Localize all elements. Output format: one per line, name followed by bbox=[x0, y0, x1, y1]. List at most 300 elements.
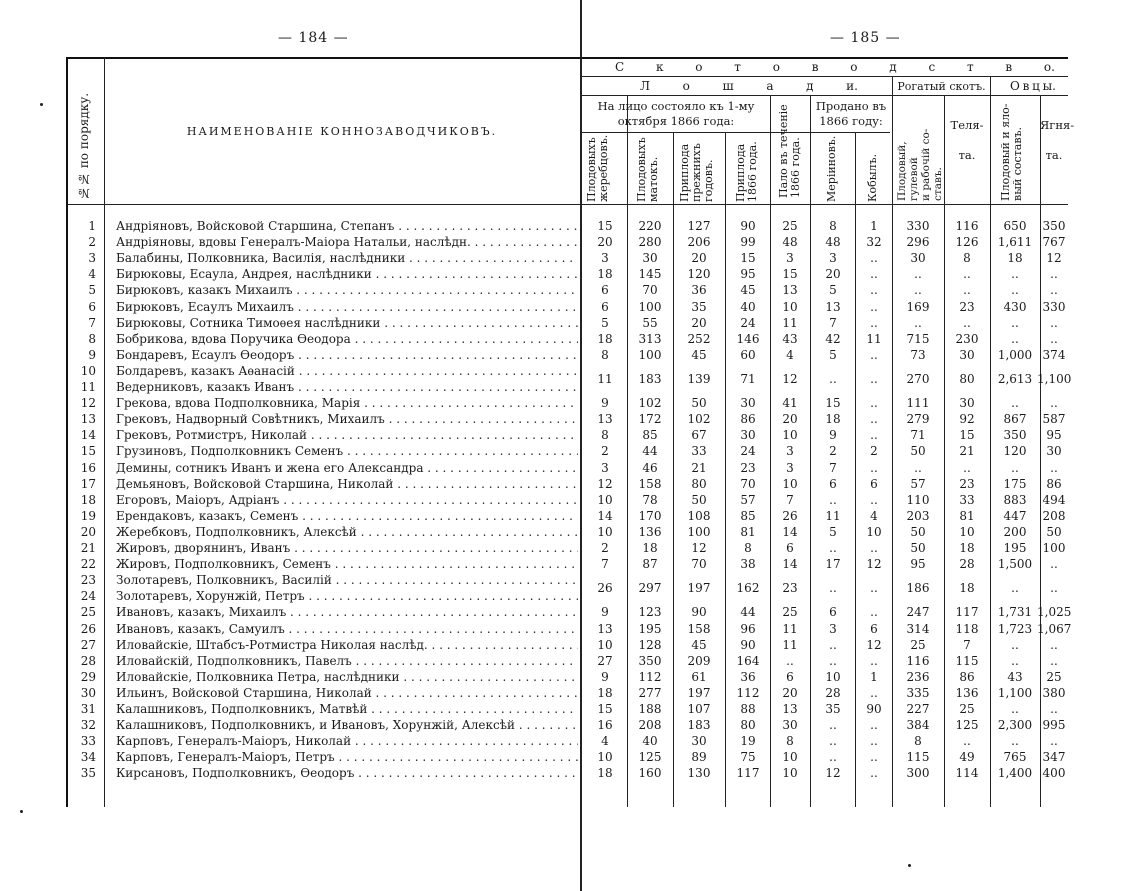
table-cell: 75 bbox=[740, 750, 756, 764]
table-cell: .. bbox=[829, 654, 837, 668]
table-cell: 85 bbox=[740, 509, 756, 523]
table-cell: 1,025 bbox=[1037, 605, 1072, 619]
breeder-name: Золотаревъ, Полковникъ, Василій . . . bbox=[116, 572, 578, 588]
breeder-name: Жеребковъ, Подполковникъ, Алексѣй . . . bbox=[116, 524, 578, 540]
table-cell: 9 bbox=[829, 428, 837, 442]
table-cell: 14 bbox=[782, 525, 798, 539]
table-cell: 23 bbox=[782, 581, 798, 595]
table-cell: .. bbox=[870, 412, 878, 426]
breeder-name: Жировъ, Подполковникъ, Семенъ . . . bbox=[116, 556, 578, 572]
table-cell: 186 bbox=[906, 581, 930, 595]
table-cell: 1 bbox=[870, 670, 878, 684]
row-number: 21 bbox=[80, 541, 96, 555]
table-cell: 115 bbox=[906, 750, 930, 764]
table-cell: 3 bbox=[601, 251, 609, 265]
header-col-foals-1866: Приплода 1866 года. bbox=[734, 141, 759, 202]
breeder-name: Бирюковъ, Есаулъ Михаилъ . . . bbox=[116, 299, 578, 315]
table-cell: .. bbox=[1011, 332, 1019, 346]
header-col-stallions: Плодовыхъ жеребцовъ. bbox=[585, 134, 610, 202]
table-cell: 335 bbox=[906, 686, 930, 700]
breeder-name: Ерендаковъ, казакъ, Семенъ . . . bbox=[116, 508, 578, 524]
table-cell: .. bbox=[1050, 638, 1058, 652]
table-cell: 57 bbox=[910, 477, 926, 491]
table-cell: .. bbox=[829, 372, 837, 386]
table-cell: 71 bbox=[910, 428, 926, 442]
table-cell: 23 bbox=[959, 477, 975, 491]
header-col-breeding-sheep: Плодовый и яло- вый составъ. bbox=[999, 103, 1024, 201]
table-cell: 100 bbox=[1042, 541, 1066, 555]
table-cell: 38 bbox=[740, 557, 756, 571]
table-cell: .. bbox=[914, 461, 922, 475]
table-cell: 296 bbox=[906, 235, 930, 249]
row-number: 34 bbox=[80, 750, 96, 764]
table-cell: 78 bbox=[642, 493, 658, 507]
table-cell: 92 bbox=[959, 412, 975, 426]
table-cell: 95 bbox=[1046, 428, 1062, 442]
header-sheep: О в ц ы. bbox=[1010, 79, 1056, 93]
table-cell: .. bbox=[870, 428, 878, 442]
table-cell: 80 bbox=[740, 718, 756, 732]
index-col-rule bbox=[104, 57, 105, 807]
table-cell: 494 bbox=[1042, 493, 1066, 507]
table-cell: 170 bbox=[638, 509, 662, 523]
table-cell: 30 bbox=[691, 734, 707, 748]
row-number: 29 bbox=[80, 670, 96, 684]
table-cell: .. bbox=[870, 348, 878, 362]
table-cell: .. bbox=[870, 251, 878, 265]
table-cell: 44 bbox=[740, 605, 756, 619]
row-number: 12 bbox=[80, 396, 96, 410]
table-cell: 89 bbox=[691, 750, 707, 764]
breeder-name: Грековъ, Ротмистръ, Николай . . . bbox=[116, 427, 578, 443]
table-cell: 587 bbox=[1042, 412, 1066, 426]
table-cell: 26 bbox=[782, 509, 798, 523]
table-cell: 18 bbox=[825, 412, 841, 426]
table-cell: 447 bbox=[1003, 509, 1027, 523]
table-cell: 95 bbox=[740, 267, 756, 281]
table-cell: 5 bbox=[829, 348, 837, 362]
table-cell: 11 bbox=[597, 372, 613, 386]
breeder-name: Болдаревъ, казакъ Аѳанасій . . . bbox=[116, 363, 578, 379]
table-cell: 715 bbox=[906, 332, 930, 346]
table-cell: 40 bbox=[740, 300, 756, 314]
table-cell: 28 bbox=[825, 686, 841, 700]
table-cell: 12 bbox=[597, 477, 613, 491]
table-cell: 3 bbox=[829, 622, 837, 636]
row-number: 9 bbox=[88, 348, 96, 362]
table-cell: 67 bbox=[691, 428, 707, 442]
table-cell: 48 bbox=[782, 235, 798, 249]
breeder-name: Калашниковъ, Подполковникъ, Матвѣй . . . bbox=[116, 701, 578, 717]
table-cell: 45 bbox=[740, 283, 756, 297]
table-cell: 10 bbox=[782, 750, 798, 764]
table-cell: 6 bbox=[870, 622, 878, 636]
table-cell: 35 bbox=[825, 702, 841, 716]
table-cell: 126 bbox=[955, 235, 979, 249]
header-name-column: НАИМЕНОВАНІЕ КОННОЗАВОДЧИКОВЪ. bbox=[186, 125, 498, 138]
table-cell: 12 bbox=[782, 372, 798, 386]
table-cell: 15 bbox=[959, 428, 975, 442]
row-number: 2 bbox=[88, 235, 96, 249]
col-rule-d bbox=[770, 95, 771, 807]
table-cell: 25 bbox=[782, 219, 798, 233]
header-col-mares-sold: Кобылъ. bbox=[866, 154, 879, 202]
table-cell: 10 bbox=[597, 638, 613, 652]
table-cell: 1,000 bbox=[997, 348, 1033, 362]
table-cell: 1,731 bbox=[997, 605, 1033, 619]
col-rule-a bbox=[627, 95, 628, 807]
table-cell: 8 bbox=[963, 251, 971, 265]
table-cell: 208 bbox=[638, 718, 662, 732]
table-cell: .. bbox=[1011, 734, 1019, 748]
table-cell: 13 bbox=[782, 283, 798, 297]
breeder-name: Карповъ, Генералъ-Маіоръ, Петръ . . . bbox=[116, 749, 578, 765]
table-cell: 197 bbox=[687, 581, 711, 595]
table-cell: 24 bbox=[740, 444, 756, 458]
table-cell: .. bbox=[829, 581, 837, 595]
table-cell: 108 bbox=[687, 509, 711, 523]
table-cell: 14 bbox=[782, 557, 798, 571]
table-cell: 11 bbox=[825, 509, 841, 523]
table-cell: .. bbox=[1011, 267, 1019, 281]
table-cell: .. bbox=[829, 638, 837, 652]
breeder-name: Ведерниковъ, казакъ Иванъ . . . bbox=[116, 379, 578, 395]
table-cell: 70 bbox=[740, 477, 756, 491]
table-cell: 6 bbox=[601, 283, 609, 297]
table-cell: 50 bbox=[1046, 525, 1062, 539]
book-spine bbox=[580, 0, 582, 891]
table-cell: 4 bbox=[870, 509, 878, 523]
table-cell: 102 bbox=[638, 396, 662, 410]
table-cell: 128 bbox=[638, 638, 662, 652]
table-cell: 49 bbox=[959, 750, 975, 764]
row-number: 14 bbox=[80, 428, 96, 442]
table-cell: .. bbox=[1011, 654, 1019, 668]
row-number: 5 bbox=[88, 283, 96, 297]
table-cell: 7 bbox=[601, 557, 609, 571]
table-cell: .. bbox=[963, 267, 971, 281]
row-number: 22 bbox=[80, 557, 96, 571]
table-cell: 14 bbox=[597, 509, 613, 523]
table-cell: 10 bbox=[597, 750, 613, 764]
table-cell: .. bbox=[870, 283, 878, 297]
breeder-name: Демьяновъ, Войсковой Старшина, Николай . . . bbox=[116, 476, 578, 492]
page-number-right: — 185 — bbox=[830, 30, 901, 46]
table-cell: 20 bbox=[691, 251, 707, 265]
table-cell: .. bbox=[786, 654, 794, 668]
table-cell: 8 bbox=[601, 428, 609, 442]
table-cell: .. bbox=[870, 372, 878, 386]
table-cell: .. bbox=[1050, 267, 1058, 281]
row-number: 32 bbox=[80, 718, 96, 732]
breeder-name: Иловайскій, Подполковникъ, Павелъ . . . bbox=[116, 653, 578, 669]
table-cell: 70 bbox=[642, 283, 658, 297]
table-cell: 44 bbox=[642, 444, 658, 458]
breeder-name: Егоровъ, Маіоръ, Адріанъ . . . bbox=[116, 492, 578, 508]
header-sold: Продано въ 1866 году: bbox=[815, 99, 887, 128]
table-cell: 18 bbox=[1007, 251, 1023, 265]
table-cell: 23 bbox=[959, 300, 975, 314]
table-cell: 30 bbox=[642, 251, 658, 265]
table-cell: 20 bbox=[691, 316, 707, 330]
table-cell: .. bbox=[870, 734, 878, 748]
header-group-loshadi: Л о ш а д и. bbox=[640, 79, 858, 93]
table-cell: 99 bbox=[740, 235, 756, 249]
col-rule-i bbox=[990, 76, 991, 807]
table-cell: .. bbox=[1050, 283, 1058, 297]
table-cell: 81 bbox=[959, 509, 975, 523]
table-cell: 380 bbox=[1042, 686, 1066, 700]
table-cell: 20 bbox=[597, 235, 613, 249]
table-cell: 18 bbox=[959, 581, 975, 595]
table-cell: 400 bbox=[1042, 766, 1066, 780]
table-cell: 40 bbox=[642, 734, 658, 748]
table-cell: 60 bbox=[740, 348, 756, 362]
table-cell: .. bbox=[870, 461, 878, 475]
table-cell: .. bbox=[870, 718, 878, 732]
table-cell: 2 bbox=[829, 444, 837, 458]
table-cell: 86 bbox=[959, 670, 975, 684]
table-cell: 350 bbox=[1042, 219, 1066, 233]
table-cell: 20 bbox=[782, 686, 798, 700]
header-bottom-rule-right bbox=[582, 204, 1068, 205]
table-cell: 883 bbox=[1003, 493, 1027, 507]
header-col-breeding-cattle: Плодовый, гулевой и рабочій со- ставъ. bbox=[896, 128, 944, 201]
row-number: 25 bbox=[80, 605, 96, 619]
table-cell: .. bbox=[1050, 654, 1058, 668]
table-cell: 120 bbox=[1003, 444, 1027, 458]
table-cell: 175 bbox=[1003, 477, 1027, 491]
table-cell: 33 bbox=[959, 493, 975, 507]
header-col-calves: Теля- та. bbox=[950, 118, 984, 162]
header-col-lambs: Ягня- та. bbox=[1040, 118, 1075, 162]
breeder-name: Бондаревъ, Есаулъ Ѳеодоръ . . . bbox=[116, 347, 578, 363]
table-cell: 995 bbox=[1042, 718, 1066, 732]
breeder-name: Кирсановъ, Подполковникъ, Ѳеодоръ . . . bbox=[116, 765, 578, 781]
table-cell: 10 bbox=[782, 300, 798, 314]
table-cell: 5 bbox=[829, 525, 837, 539]
row-number: 23 bbox=[80, 573, 96, 587]
table-cell: 81 bbox=[740, 525, 756, 539]
table-cell: 3 bbox=[601, 461, 609, 475]
table-cell: .. bbox=[870, 316, 878, 330]
row-number: 8 bbox=[88, 332, 96, 346]
table-cell: .. bbox=[829, 541, 837, 555]
table-cell: 6 bbox=[786, 541, 794, 555]
breeder-name: Ивановъ, казакъ, Михаилъ . . . bbox=[116, 604, 578, 620]
left-border bbox=[66, 57, 68, 807]
table-cell: 169 bbox=[906, 300, 930, 314]
table-cell: 87 bbox=[642, 557, 658, 571]
table-cell: 280 bbox=[638, 235, 662, 249]
table-cell: 71 bbox=[740, 372, 756, 386]
table-cell: 162 bbox=[736, 581, 760, 595]
table-cell: 10 bbox=[782, 428, 798, 442]
header-col-died: Пало въ теченіе 1866 года. bbox=[777, 104, 802, 198]
row-number: 7 bbox=[88, 316, 96, 330]
table-cell: 3 bbox=[786, 444, 794, 458]
row-number: 33 bbox=[80, 734, 96, 748]
table-cell: 183 bbox=[687, 718, 711, 732]
table-cell: 116 bbox=[955, 219, 979, 233]
table-cell: 120 bbox=[687, 267, 711, 281]
table-cell: .. bbox=[829, 734, 837, 748]
table-cell: 117 bbox=[955, 605, 979, 619]
table-cell: 45 bbox=[691, 348, 707, 362]
table-cell: 102 bbox=[687, 412, 711, 426]
table-cell: 80 bbox=[959, 372, 975, 386]
table-cell: 18 bbox=[597, 267, 613, 281]
table-cell: 123 bbox=[638, 605, 662, 619]
header-col-mares: Плодовыхъ матокъ. bbox=[635, 137, 660, 202]
breeder-name: Демины, сотникъ Иванъ и жена его Александра . . . bbox=[116, 460, 578, 476]
table-cell: 85 bbox=[642, 428, 658, 442]
table-cell: .. bbox=[1011, 702, 1019, 716]
rule-subgroup bbox=[582, 132, 810, 133]
col-rule-h bbox=[944, 95, 945, 807]
table-cell: .. bbox=[1050, 461, 1058, 475]
table-cell: 30 bbox=[1046, 444, 1062, 458]
col-rule-f bbox=[855, 132, 856, 807]
table-cell: 10 bbox=[959, 525, 975, 539]
table-cell: 209 bbox=[687, 654, 711, 668]
table-cell: 25 bbox=[1046, 670, 1062, 684]
table-cell: 50 bbox=[910, 525, 926, 539]
table-cell: 30 bbox=[740, 396, 756, 410]
row-number: 24 bbox=[80, 589, 96, 603]
table-cell: 3 bbox=[786, 251, 794, 265]
table-cell: 100 bbox=[638, 300, 662, 314]
breeder-name: Бирюковы, Есаула, Андрея, наслѣдники . . . bbox=[116, 266, 578, 282]
table-cell: 19 bbox=[740, 734, 756, 748]
table-cell: 11 bbox=[782, 316, 798, 330]
table-cell: 277 bbox=[638, 686, 662, 700]
table-cell: 158 bbox=[687, 622, 711, 636]
table-cell: 9 bbox=[601, 396, 609, 410]
row-number: 3 bbox=[88, 251, 96, 265]
table-cell: 5 bbox=[829, 283, 837, 297]
table-cell: 26 bbox=[597, 581, 613, 595]
table-cell: 350 bbox=[1003, 428, 1027, 442]
table-cell: 73 bbox=[910, 348, 926, 362]
header-cattle: Рогатый скотъ. bbox=[897, 80, 986, 93]
table-cell: 2 bbox=[601, 444, 609, 458]
table-cell: 110 bbox=[906, 493, 930, 507]
table-cell: 384 bbox=[906, 718, 930, 732]
table-cell: .. bbox=[963, 316, 971, 330]
table-cell: 30 bbox=[782, 718, 798, 732]
table-cell: 18 bbox=[597, 332, 613, 346]
row-number: 10 bbox=[80, 364, 96, 378]
col-rule-c bbox=[725, 132, 726, 807]
table-cell: 70 bbox=[691, 557, 707, 571]
table-cell: 158 bbox=[638, 477, 662, 491]
table-cell: 96 bbox=[740, 622, 756, 636]
table-cell: .. bbox=[914, 283, 922, 297]
table-cell: 20 bbox=[825, 267, 841, 281]
table-cell: 30 bbox=[740, 428, 756, 442]
table-cell: 15 bbox=[597, 219, 613, 233]
table-cell: 1,723 bbox=[997, 622, 1033, 636]
breeder-name: Бобрикова, вдова Поручика Ѳеодора . . . bbox=[116, 331, 578, 347]
table-cell: 16 bbox=[597, 718, 613, 732]
table-cell: 10 bbox=[782, 477, 798, 491]
table-cell: 206 bbox=[687, 235, 711, 249]
table-cell: 13 bbox=[597, 412, 613, 426]
table-cell: 107 bbox=[687, 702, 711, 716]
table-cell: 8 bbox=[829, 219, 837, 233]
table-cell: 145 bbox=[638, 267, 662, 281]
table-cell: 11 bbox=[782, 638, 798, 652]
table-cell: 130 bbox=[687, 766, 711, 780]
table-cell: 650 bbox=[1003, 219, 1027, 233]
table-cell: 347 bbox=[1042, 750, 1066, 764]
table-cell: 28 bbox=[959, 557, 975, 571]
table-cell: 12 bbox=[866, 638, 882, 652]
breeder-name: Иловайскіе, Штабсъ-Ротмистра Николая наслѣд. . . . bbox=[116, 637, 578, 653]
table-cell: .. bbox=[914, 267, 922, 281]
table-cell: 139 bbox=[687, 372, 711, 386]
row-number: 1 bbox=[88, 219, 96, 233]
table-cell: 208 bbox=[1042, 509, 1066, 523]
table-cell: .. bbox=[1011, 638, 1019, 652]
table-cell: 7 bbox=[786, 493, 794, 507]
breeder-name: Калашниковъ, Подполковникъ, и Ивановъ, Хорунжій, Алексѣй . . . bbox=[116, 717, 578, 733]
table-cell: 6 bbox=[786, 670, 794, 684]
table-cell: 15 bbox=[782, 267, 798, 281]
table-cell: .. bbox=[870, 300, 878, 314]
table-cell: 36 bbox=[740, 670, 756, 684]
table-cell: 46 bbox=[642, 461, 658, 475]
page-number-left: — 184 — bbox=[278, 30, 349, 46]
table-cell: 1 bbox=[870, 219, 878, 233]
header-bottom-rule-left bbox=[66, 204, 580, 205]
table-cell: 24 bbox=[740, 316, 756, 330]
breeder-name: Бирюковъ, казакъ Михаилъ . . . bbox=[116, 282, 578, 298]
table-cell: 6 bbox=[829, 477, 837, 491]
breeder-name: Жировъ, дворянинъ, Иванъ . . . bbox=[116, 540, 578, 556]
table-cell: 3 bbox=[786, 461, 794, 475]
table-cell: 13 bbox=[825, 300, 841, 314]
table-cell: .. bbox=[870, 267, 878, 281]
row-number: 18 bbox=[80, 493, 96, 507]
table-cell: 43 bbox=[782, 332, 798, 346]
header-col-geldings: Меріиновъ. bbox=[825, 135, 838, 202]
table-cell: 1,067 bbox=[1037, 622, 1072, 636]
table-cell: 112 bbox=[736, 686, 760, 700]
table-cell: .. bbox=[1011, 283, 1019, 297]
table-cell: 7 bbox=[829, 316, 837, 330]
row-number: 16 bbox=[80, 461, 96, 475]
table-cell: 90 bbox=[691, 605, 707, 619]
table-cell: .. bbox=[1050, 557, 1058, 571]
table-cell: 50 bbox=[691, 493, 707, 507]
table-cell: 313 bbox=[638, 332, 662, 346]
table-cell: 50 bbox=[910, 444, 926, 458]
table-cell: .. bbox=[914, 316, 922, 330]
rule-group-1 bbox=[582, 76, 1068, 77]
table-cell: 4 bbox=[601, 734, 609, 748]
table-cell: 10 bbox=[782, 766, 798, 780]
table-cell: 10 bbox=[597, 525, 613, 539]
table-cell: 195 bbox=[638, 622, 662, 636]
table-cell: 45 bbox=[691, 638, 707, 652]
table-cell: 330 bbox=[1042, 300, 1066, 314]
table-cell: 430 bbox=[1003, 300, 1027, 314]
table-cell: 116 bbox=[906, 654, 930, 668]
table-cell: 95 bbox=[910, 557, 926, 571]
table-cell: 188 bbox=[638, 702, 662, 716]
